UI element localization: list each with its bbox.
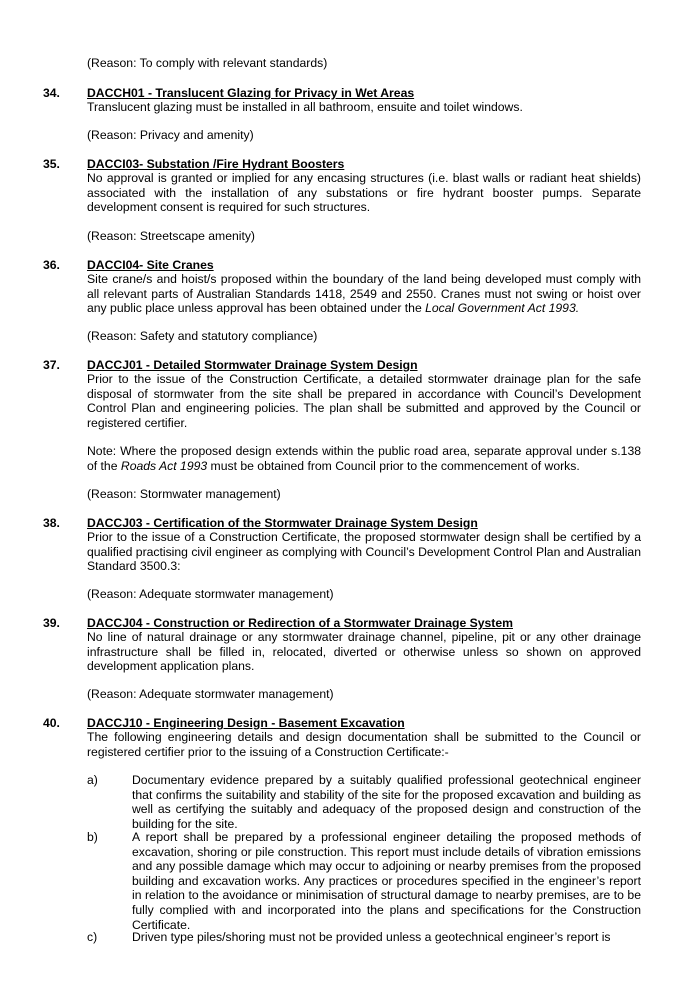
condition-number: 37. (43, 358, 60, 372)
condition-number: 35. (43, 157, 60, 171)
act-title: Roads Act 1993 (120, 458, 208, 473)
condition-body: Prior to the issue of the Construction Certificate, a detailed stormwater drainage plan for the safe disposal of stormwater from the site shall be prepared in accordance with Council’s Development Control Plan and engineering policies. The plan shall be submitted and approved by the Council or registered certifier. (87, 372, 641, 430)
condition-heading: DACCJ03 - Certification of the Stormwater Drainage System Design (87, 516, 478, 530)
condition-body: Prior to the issue of a Construction Certificate, the proposed stormwater design shall be certified by a qualified practising civil engineer as complying with Council’s Development Control Plan and Australian Standard 3500.3: (87, 530, 641, 574)
list-item-text: Documentary evidence prepared by a suitably qualified professional geotechnical engineer that confirms the suitability and stability of the site for the proposed excavation and building as well as certifying the suitably and adequacy of the proposed design and construction of the building for the site. (132, 773, 641, 831)
act-title: Local Government Act 1993. (425, 301, 580, 316)
condition-number: 34. (43, 86, 60, 100)
body-text: Site crane/s and hoist/s proposed within the boundary of the land being developed must comply with all relevant parts of Australian Standards 1418, 2549 and 2550. Cranes must not swing or hoist over any public place unless approval has been obtained under the (87, 272, 641, 316)
condition-heading: DACCJ04 - Construction or Redirection of a Stormwater Drainage System (87, 616, 513, 630)
reason-text: (Reason: Stormwater management) (87, 487, 281, 501)
condition-number: 38. (43, 516, 60, 530)
condition-body: No approval is granted or implied for any encasing structures (i.e. blast walls or radiant heat shields) associated with the installation of any substations or fire hydrant booster pumps. Separate development consent is required for such structures. (87, 171, 641, 215)
condition-heading: DACCI04- Site Cranes (87, 258, 214, 272)
list-item-text: Driven type piles/shoring must not be provided unless a geotechnical engineer’s report is (132, 930, 611, 944)
reason-text: (Reason: Privacy and amenity) (87, 128, 254, 142)
condition-heading: DACCH01 - Translucent Glazing for Privacy in Wet Areas (87, 86, 415, 100)
condition-heading: DACCI03- Substation /Fire Hydrant Boosters (87, 157, 345, 171)
reason-text: (Reason: Adequate stormwater management) (87, 587, 334, 601)
condition-note (87, 444, 641, 473)
list-item-label: a) (87, 773, 98, 787)
list-item-label: c) (87, 930, 98, 944)
condition-body: Translucent glazing must be installed in all bathroom, ensuite and toilet windows. (87, 100, 523, 114)
reason-text: (Reason: Adequate stormwater management) (87, 687, 334, 701)
list-item-label: b) (87, 830, 98, 844)
condition-body: The following engineering details and design documentation shall be submitted to the Council or registered certifier prior to the issuing of a Construction Certificate:- (87, 730, 641, 759)
note-text: must be obtained from Council prior to the commencement of works. (207, 458, 580, 473)
reason-text: (Reason: To comply with relevant standards) (87, 56, 328, 70)
condition-number: 40. (43, 716, 60, 730)
reason-text: (Reason: Safety and statutory compliance) (87, 329, 318, 343)
list-item-text: A report shall be prepared by a professional engineer detailing the proposed methods of excavation, shoring or pile construction. This report must include details of vibration emissions and any possible damage which may occur to adjoining or nearby premises from the proposed building and excavation works. Any practices or procedures specified in the engineer’s report in relation to the avoidance or minimisation of structural damage to nearby premises, are to be fully complied with and incorporated into the plans and specifications for the Construction Certificate. (132, 830, 641, 932)
condition-body: No line of natural drainage or any stormwater drainage channel, pipeline, pit or any other drainage infrastructure shall be filled in, relocated, diverted or otherwise unless so shown on approved development application plans. (87, 630, 641, 674)
condition-body (87, 272, 641, 316)
condition-number: 39. (43, 616, 60, 630)
note-text: Note: Where the proposed design extends within the public road area, separate approval under s.138 of the (87, 444, 641, 473)
reason-text: (Reason: Streetscape amenity) (87, 229, 255, 243)
condition-number: 36. (43, 258, 60, 272)
condition-heading: DACCJ01 - Detailed Stormwater Drainage System Design (87, 358, 418, 372)
condition-heading: DACCJ10 - Engineering Design - Basement Excavation (87, 716, 405, 730)
